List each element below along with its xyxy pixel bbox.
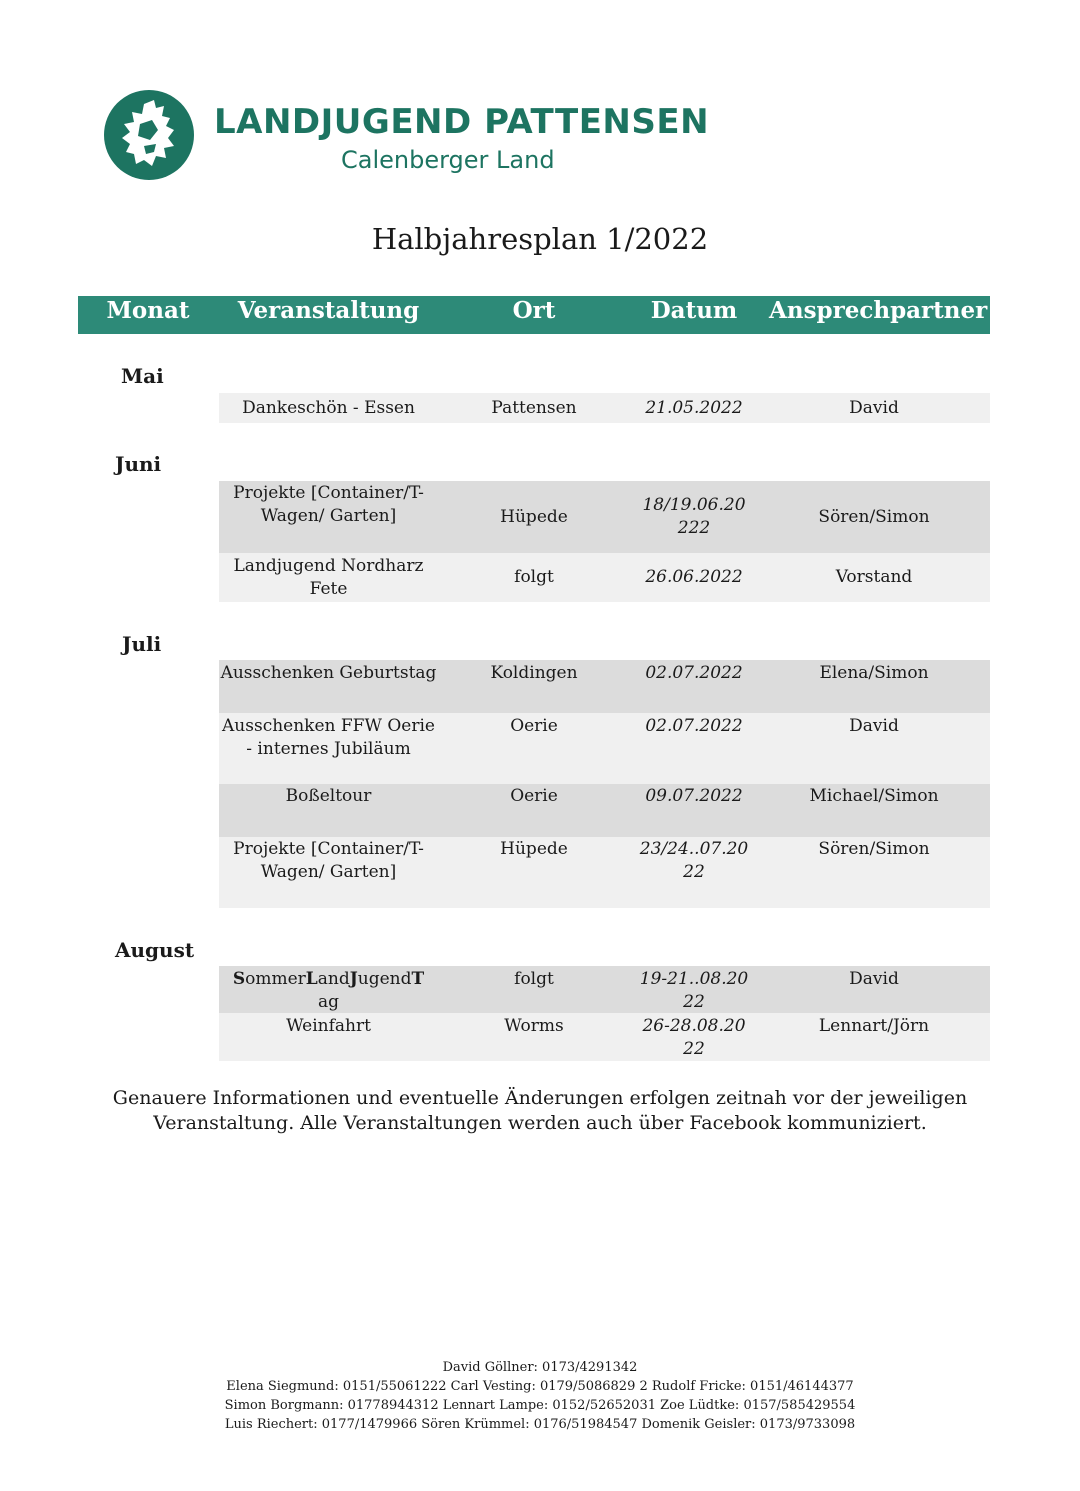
event-part: and [317, 969, 350, 989]
date-cell: 09.07.2022 [645, 786, 743, 806]
column-header-contact: Ansprechpartner [769, 297, 988, 324]
table-row [219, 481, 990, 553]
event-cell: Landjugend Nordharz Fete [233, 556, 424, 599]
table-row [219, 660, 990, 713]
event-cell: Projekte [Container/T-Wagen/ Garten] [233, 483, 424, 526]
column-header-event: Veranstaltung [237, 297, 420, 324]
table-row [219, 1013, 990, 1061]
brand-subtitle: Calenberger Land [341, 146, 555, 174]
event-part: ommer [245, 969, 306, 989]
contact-cell: Sören/Simon [818, 839, 930, 859]
place-cell: Hüpede [500, 506, 568, 527]
date-cell: 23/24..07.2022 [639, 839, 749, 882]
contact-cell: David [849, 969, 899, 989]
event-cell [219, 968, 438, 1014]
contact-cell: Lennart/Jörn [818, 1016, 930, 1036]
place-cell: folgt [514, 969, 554, 989]
event-cell: Dankeschön - Essen [242, 397, 415, 418]
month-label: Juli [122, 632, 162, 656]
event-cell: Ausschenken FFW Oerie - internes Jubiläum [222, 716, 435, 759]
contact-cell: David [849, 397, 899, 418]
date-cell: 18/19.06.20222 [642, 495, 746, 538]
column-header-place: Ort [512, 297, 556, 324]
table-header [78, 296, 990, 334]
place-cell: folgt [514, 567, 554, 587]
table-row [219, 553, 990, 602]
event-initial: J [349, 969, 358, 989]
contact-cell: Sören/Simon [818, 506, 930, 527]
column-header-date: Datum [650, 297, 738, 324]
place-cell: Hüpede [500, 839, 568, 859]
contact-list [0, 1358, 1080, 1434]
contact-cell: Vorstand [835, 567, 913, 587]
contact-line: Simon Borgmann: 01778944312 Lennart Lampe: 0152/52652031 Zoe Lüdtke: 0157/585429554 [224, 1398, 856, 1413]
place-cell: Pattensen [491, 397, 577, 418]
event-cell: Boßeltour [285, 786, 372, 806]
contact-line: Elena Siegmund: 0151/55061222 Carl Vesting: 0179/5086829 2 Rudolf Fricke: 0151/46144377 [226, 1379, 854, 1394]
info-note: Genauere Informationen und eventuelle Änderungen erfolgen zeitnah vor der jeweiligen Veranstaltung. Alle Veranstaltungen werden auch über Facebook kommuniziert. [112, 1087, 968, 1134]
logo [100, 86, 710, 186]
place-cell: Worms [504, 1016, 564, 1036]
event-cell: Weinfahrt [286, 1016, 371, 1036]
event-part: ag [317, 992, 340, 1012]
date-cell: 26-28.08.2022 [642, 1016, 746, 1059]
date-cell: 21.05.2022 [645, 397, 743, 418]
table-row [219, 966, 990, 1013]
contact-line: David Göllner: 0173/4291342 [442, 1360, 638, 1375]
event-cell: Ausschenken Geburtstag [220, 663, 437, 683]
place-cell: Oerie [510, 716, 558, 736]
brand-name: LANDJUGEND PATTENSEN [214, 102, 710, 142]
date-cell: 26.06.2022 [645, 567, 743, 587]
table-row [219, 713, 990, 784]
table-row [219, 784, 990, 837]
table-row [219, 393, 990, 423]
date-cell: 02.07.2022 [645, 663, 743, 683]
date-cell: 02.07.2022 [645, 716, 743, 736]
contact-cell: David [849, 716, 899, 736]
place-cell: Oerie [510, 786, 558, 806]
contact-line: Luis Riechert: 0177/1479966 Sören Krümmel: 0176/51984547 Domenik Geisler: 0173/9733098 [224, 1417, 856, 1432]
page-title: Halbjahresplan 1/2022 [371, 222, 709, 256]
table-row [219, 837, 990, 908]
date-cell: 19-21..08.2022 [639, 969, 749, 1012]
month-label: Juni [115, 452, 162, 476]
column-header-month: Monat [106, 297, 190, 324]
event-initial: T [411, 969, 425, 989]
event-part: ugend [357, 969, 412, 989]
month-label: August [115, 938, 195, 962]
place-cell: Koldingen [490, 663, 578, 683]
month-label: Mai [121, 364, 164, 388]
logo-emblem-icon [104, 90, 194, 180]
event-initial: L [305, 969, 318, 989]
event-initial: S [232, 969, 246, 989]
event-cell: Projekte [Container/T-Wagen/ Garten] [233, 839, 424, 882]
contact-cell: Elena/Simon [819, 663, 929, 683]
contact-cell: Michael/Simon [809, 786, 939, 806]
